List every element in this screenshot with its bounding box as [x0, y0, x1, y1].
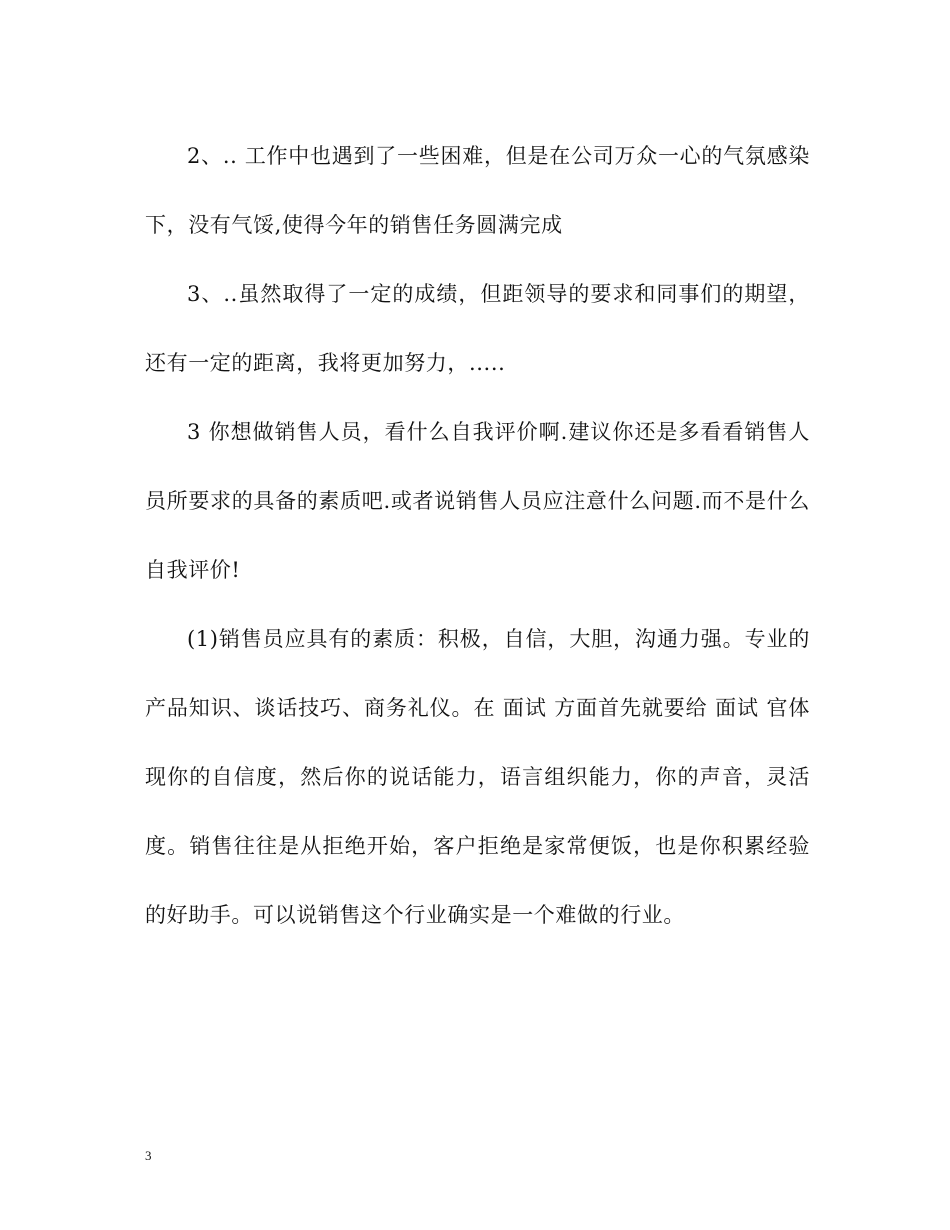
paragraph-3: 3 你想做销售人员，看什么自我评价啊.建议你还是多看看销售人员所要求的具备的素质吧.或者说销售人员应注意什么问题.而不是什么自我评价! — [145, 420, 810, 582]
paragraph-1: 2、.. 工作中也遇到了一些困难，但是在公司万众一心的气氛感染下，没有气馁,使得今年的销售任务圆满完成 — [145, 144, 810, 237]
document-body — [145, 122, 810, 950]
page-number: 3 — [145, 1148, 152, 1163]
paragraph-4: (1)销售员应具有的素质：积极，自信，大胆，沟通力强。专业的产品知识、谈话技巧、商务礼仪。在 面试 方面首先就要给 面试 官体现你的自信度，然后你的说话能力，语言组织能力，你的声音，灵活度。销售往往是从拒绝开始，客户拒绝是家常便饭，也是你积累经验的好助手。可以说销售这个行业确实是一个难做的行业。 — [145, 627, 810, 927]
paragraph-2: 3、..虽然取得了一定的成绩，但距领导的要求和同事们的期望，还有一定的距离，我将更加努力，..... — [145, 282, 810, 375]
